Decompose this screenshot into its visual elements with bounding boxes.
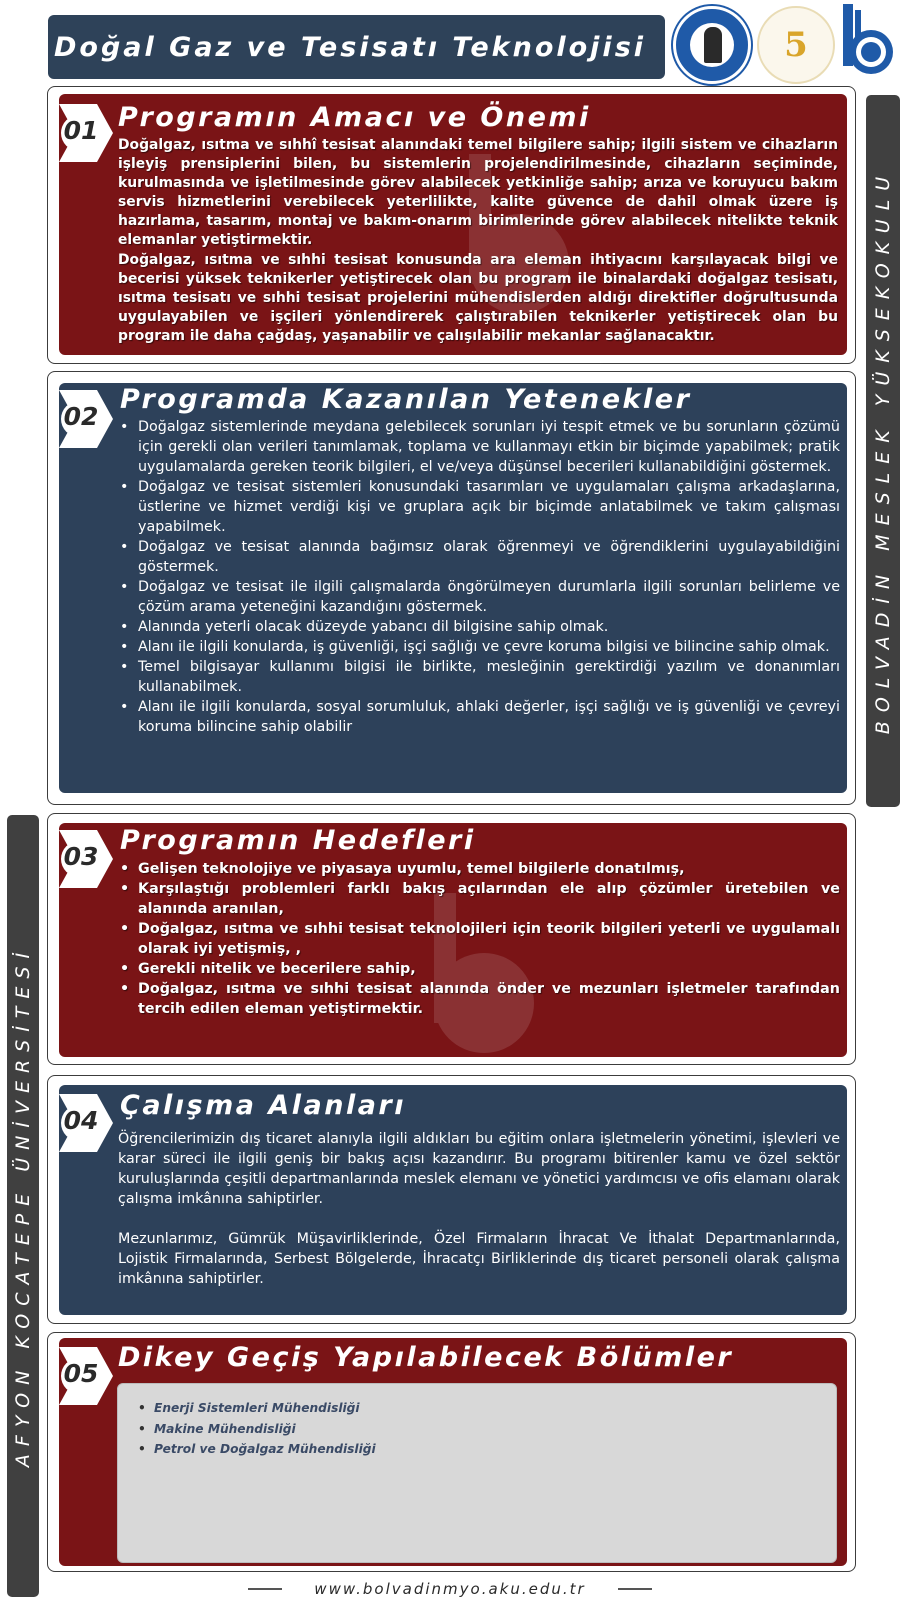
school-name-vertical: BOLVADİN MESLEK YÜKSEKOKULU: [872, 167, 894, 735]
footer-url-link[interactable]: www.bolvadinmyo.aku.edu.tr: [314, 1580, 586, 1598]
section-01-paragraph: Doğalgaz, ısıtma ve sıhhi tesisat konusunda ara eleman ihtiyacını karşılayacak bilgi ve becerisi yüksek teknikerler yetiştirecek olan bu program ile binalardaki doğalgaz tesisatı, ısıtma tesisatı ve sıhhi tesisat projelerini mühendislerden aldığı direktifler doğrultusunda uygulayabilen ve işçileri yönlendirerek çalıştırabilen teknikerler yetiştirecek olan bu program ile daha çağdaş, yaşanabilir ve çalışılabilir mekanlar sağlanacaktır.: [118, 251, 838, 344]
list-item: • Doğalgaz, ısıtma ve sıhhi tesisat teknolojileri için teorik bilgileri yeterli ve uygulamalı olarak iyi yetişmiş, ,: [118, 919, 840, 959]
section-03-number: 03: [63, 842, 99, 871]
section-04-paragraph: Mezunlarımız, Gümrük Müşavirliklerinde, Özel Firmaların İhracat Ve İthalat Departmanlarında, Lojistik Firmalarında, Serbest Bölgelerde, İhracatçı Birliklerinde dış ticaret personeli olarak çalışma imkânına sahiptirler.: [118, 1231, 840, 1287]
side-label-right: [866, 95, 900, 807]
list-item: • Doğalgaz ve tesisat ile ilgili çalışmalarda öngörülmeyen durumlarla ilgili sorunları belirleme ve çözüm arama yeteneğini kazandığını göstermek.: [118, 577, 840, 617]
list-item: • Temel bilgisayar kullanımı bilgisi ile birlikte, mesleğinin gerektirdiği yazılım ve donanımları kullanabilmek.: [118, 657, 840, 697]
section-02-number: 02: [63, 402, 99, 431]
list-item: • Petrol ve Doğalgaz Mühendisliği: [138, 1439, 836, 1460]
list-item: • Doğalgaz, ısıtma ve sıhhi tesisat alanında önder ve mezunları işletmeler tarafından tercih edilen eleman yetiştirmektir.: [118, 979, 840, 1019]
afyon-kocatepe-university-logo: [673, 6, 751, 84]
section-04-number-badge: [57, 1092, 115, 1154]
list-item: • Makine Mühendisliği: [138, 1419, 836, 1440]
list-item: • Gelişen teknolojiye ve piyasaya uyumlu, temel bilgilerle donatılmış,: [118, 859, 840, 879]
section-04-title: Çalışma Alanları: [120, 1090, 407, 1121]
side-label-left: [7, 815, 39, 1597]
section-01-number-badge: [57, 102, 115, 164]
section-02-number-badge: [57, 388, 115, 450]
list-item: • Gerekli nitelik ve becerilere sahip,: [118, 959, 840, 979]
list-item: • Alanı ile ilgili konularda, iş güvenliği, işçi sağlığı ve çevre koruma bilgisi ve bilincine sahip olmak.: [118, 637, 840, 657]
section-01-number: 01: [63, 116, 99, 145]
section-04-body: [118, 1129, 840, 1289]
list-item: • Doğalgaz ve tesisat sistemleri konusundaki tasarımları ve uygulamaları çalışma arkadaşlarına, üstlerine ve hizmet verdiği kişi ve gruplara açık bir biçimde anlatabilmek ve takım çalışması yapabilmek.: [118, 477, 840, 537]
list-item: • Alanında yeterli olacak düzeyde yabancı dil bilgisine sahip olmak.: [118, 617, 840, 637]
section-03-title: Programın Hedefleri: [120, 825, 476, 856]
section-03-body: [118, 859, 840, 1019]
vertical-transfer-list-box: [117, 1383, 837, 1563]
footer: [0, 1578, 900, 1600]
section-01-body: [118, 136, 838, 346]
list-item: • Enerji Sistemleri Mühendisliği: [138, 1398, 836, 1419]
title-bar: [48, 15, 665, 79]
bolvadin-myo-logo: [843, 2, 899, 90]
list-item: • Doğalgaz ve tesisat alanında bağımsız olarak öğrenmeyi ve öğrendiklerini uygulayabildiğini göstermek.: [118, 537, 840, 577]
section-03-number-badge: [57, 828, 115, 890]
section-05-number: 05: [63, 1359, 99, 1388]
section-01-paragraph: Doğalgaz, ısıtma ve sıhhî tesisat alanındaki temel bilgilere sahip; ilgili sistem ve cihazların işleyiş prensiplerini bilen, bu sistemlerin projelendirilmesinde, cihazların seçiminde, kurulmasında ve işletilmesinde görev alabilecek yetkinliğe sahip; arıza ve koruyucu bakım servis hizmetlerini verebilecek yeterlilikte, kalite güvence de dahil olmak üzere iş hazırlama, tasarım, montaj ve bakım-onarım birimlerinde görev alabilecek nitelikte teknik elemanlar yetiştirmektir.: [118, 137, 838, 249]
section-05-title: Dikey Geçiş Yapılabilecek Bölümler: [118, 1342, 734, 1373]
list-item: • Doğalgaz sistemlerinde meydana gelebilecek sorunları iyi tespit etmek ve bu sorunların çözümü için gerekli olan verileri tanımlamak, toplama ve kullanmayı etkin bir biçimde yapabilmek; pratik uygulamalarda gereken teorik bilgileri, el ve/veya düşünsel becerileri kullanabildiğini göstermek.: [118, 417, 840, 477]
section-04-number: 04: [63, 1106, 99, 1135]
university-name-vertical: AFYON KOCATEPE ÜNİVERSİTESİ: [12, 944, 34, 1468]
footer-divider-right: [618, 1588, 652, 1590]
page-title: Doğal Gaz ve Tesisatı Teknolojisi: [54, 31, 647, 63]
quality-badge-logo: 5: [757, 6, 835, 84]
section-01-title: Programın Amacı ve Önemi: [118, 102, 591, 133]
list-item: • Karşılaştığı problemleri farklı bakış açılarından ele alıp çözümler üretebilen ve alanında aranılan,: [118, 879, 840, 919]
section-02-title: Programda Kazanılan Yetenekler: [120, 384, 692, 415]
section-05-number-badge: [57, 1345, 115, 1407]
list-item: • Alanı ile ilgili konularda, sosyal sorumluluk, ahlaki değerler, işçi sağlığı ve iş güvenliği ve çevreyi koruma bilincine sahip olabilir: [118, 697, 840, 737]
section-02-body: [118, 417, 840, 737]
footer-divider-left: [248, 1588, 282, 1590]
section-04-paragraph: Öğrencilerimizin dış ticaret alanıyla ilgili aldıkları bu eğitim onlara işletmelerin yönetimi, işlevleri ve karar süreci ile ilgili geniş bir bakış açısı kazandırır. Bu programı bitirenler kamu ve özel sektör kuruluşlarında çeşitli departmanlarında meslek elemanı ve yönetici yardımcısı ve ofis elamanı olarak çalışma imkânına sahiptirler.: [118, 1131, 840, 1207]
